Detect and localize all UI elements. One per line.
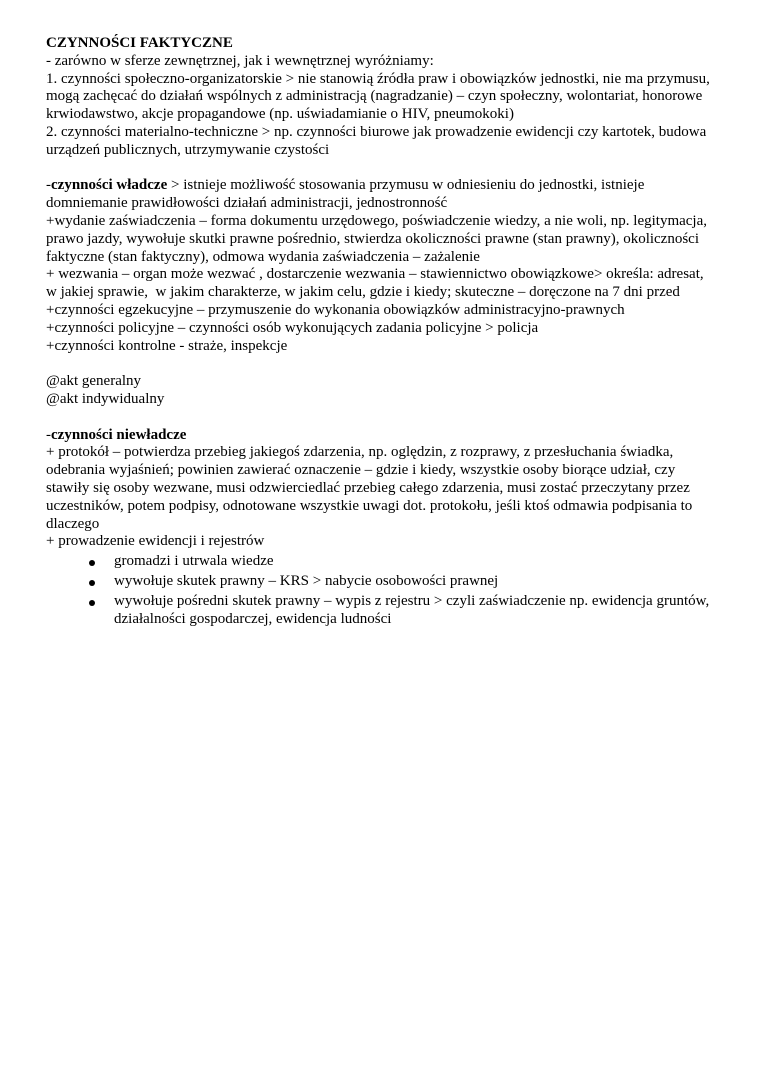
bullet-text: wywołuje skutek prawny – KRS > nabycie osobowości prawnej — [114, 572, 499, 589]
wladcze-description: > istnieje możliwość stosowania przymusu w odniesieniu do jednostki, istnieje domniemanie prawidłowości działań administracji, jednostronność — [46, 177, 649, 212]
spacer — [46, 409, 718, 427]
document-page — [46, 35, 718, 630]
wladcze-item-zaswiadczenie: +wydanie zaświadczenia – forma dokumentu urzędowego, poświadczenie wiedzy, a nie woli, np. legitymacja, prawo jazdy, wywołuje skutki prawne pośrednio, stwierdza okoliczności prawne (stan prawny), okoliczności faktyczne (stan faktyczny), odmowa wydania zaświadczenia – zażalenie — [46, 212, 711, 265]
wladcze-paragraph — [46, 177, 718, 213]
wladcze-item-policyjne: +czynności policyjne – czynności osób wykonujących zadania policyjne > policja — [46, 319, 539, 336]
niewladcze-prefix: - — [46, 426, 51, 443]
intro-point-2: 2. czynności materialno-techniczne > np. czynności biurowe jak prowadzenie ewidencji czy kartotek, budowa urządzeń publicznych, utrzymywanie czystości — [46, 123, 711, 158]
niewladcze-item-ewidencja: + prowadzenie ewidencji i rejestrów — [46, 533, 265, 550]
bullet-icon — [89, 580, 95, 586]
bullet-text: gromadzi i utrwala wiedze — [114, 553, 274, 570]
intro-line: - zarówno w sferze zewnętrznej, jak i wewnętrznej wyróżniamy: — [46, 52, 434, 69]
bullet-text: wywołuje pośredni skutek prawny – wypis z rejestru > czyli zaświadczenie np. ewidencja gruntów, działalności gospodarczej, ewidencja ludności — [114, 592, 710, 627]
spacer — [46, 355, 718, 373]
wladcze-item-wezwania: + wezwania – organ może wezwać , dostarczenie wezwania – stawiennictwo obowiązkowe> określa: adresat, w jakiej sprawie, w jakim charakterze, w jakim celu, gdzie i kiedy; skuteczne – doręczone na 7 dni przed — [46, 266, 708, 301]
akt-generalny: @akt generalny — [46, 373, 142, 390]
wladcze-prefix: - — [46, 177, 51, 194]
bullet-item — [46, 573, 718, 591]
spacer — [46, 160, 718, 178]
niewladcze-heading: czynności niewładcze — [51, 426, 187, 443]
wladcze-item-egzekucyjne: +czynności egzekucyjne – przymuszenie do wykonania obowiązków administracyjno-prawnych — [46, 301, 625, 318]
ewidencja-bullet-list — [46, 553, 718, 628]
bullet-icon — [89, 560, 95, 566]
wladcze-item-kontrolne: +czynności kontrolne - straże, inspekcje — [46, 337, 288, 354]
document-title: CZYNNOŚCI FAKTYCZNE — [46, 35, 233, 51]
wladcze-heading: czynności władcze — [51, 177, 168, 194]
bullet-icon — [89, 600, 95, 606]
niewladcze-heading-line — [46, 427, 718, 445]
bullet-item — [46, 553, 718, 571]
akt-indywidualny: @akt indywidualny — [46, 390, 165, 407]
niewladcze-item-protokol: + protokół – potwierdza przebieg jakiegoś zdarzenia, np. oględzin, z rozprawy, z przesłuchania świadka, odebrania wyjaśnień; powinien zawierać oznaczenie – gdzie i kiedy, wszystkie osoby biorące udział, czy stawiły się osoby wezwane, musi odzwierciedlać przebieg całego zdarzenia, musi zostać przeczytany przez uczestników, potem podpisy, odnotowane wszystkie uwagi dot. protokołu, jeśli ktoś odmawia podpisania to dlaczego — [46, 444, 697, 532]
bullet-item — [46, 593, 718, 629]
intro-point-1: 1. czynności społeczno-organizatorskie > nie stanowią źródła praw i obowiązków jednostki, nie ma przymusu, mogą zachęcać do działań wspólnych z administracją (nagradzanie) – czyn społeczny, wolontariat, honorowe krwiodawstwo, akcje propagandowe (np. uświadamianie o HIV, pneumokoki) — [46, 70, 714, 123]
